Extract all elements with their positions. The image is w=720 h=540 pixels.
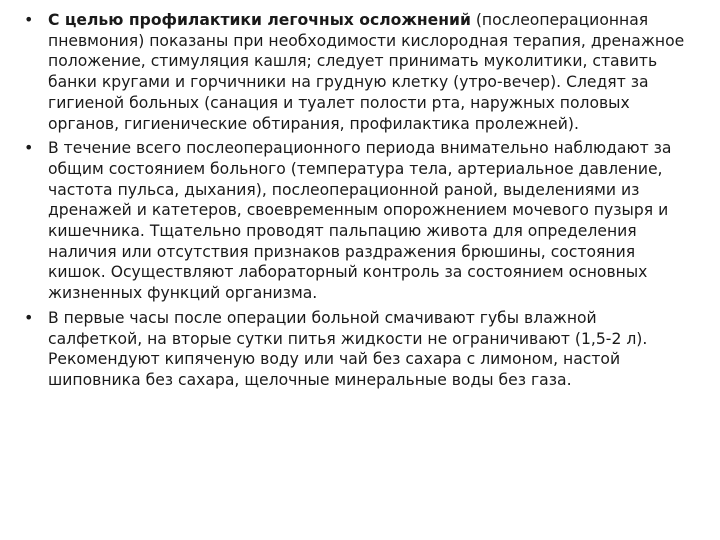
bullet-text: (послеоперационная пневмония) показаны при необходимости кислородная терапия, дренажное положение, стимуляция кашля; следует принимать муколитики, ставить банки кругами и горчичники на грудную клетку (утро-вечер). Следят за гигиеной больных (санация и туалет полости рта, наружных половых органов, гигиенические обтирания, профилактика пролежней).	[48, 11, 685, 133]
bullet-list	[24, 10, 694, 395]
bullet-item-drinking	[24, 308, 694, 391]
bullet-text: В течение всего послеоперационного периода внимательно наблюдают за общим состоянием больного (температура тела, артериальное давление, частота пульса, дыхания), послеоперационной раной, выделениями из дренажей и катетеров, своевременным опорожнением мочевого пузыря и кишечника. Тщательно проводят пальпацию живота для определения наличия или отсутствия признаков раздражения брюшины, состояния кишок. Осуществляют лабораторный контроль за состоянием основных жизненных функций организма.	[48, 139, 672, 303]
bullet-item-monitoring	[24, 138, 694, 304]
bullet-text: В первые часы после операции больной смачивают губы влажной салфеткой, на вторые сутки питья жидкости не ограничивают (1,5-2 л). Рекомендуют кипяченую воду или чай без сахара с лимоном, настой шиповника без сахара, щелочные минеральные воды без газа.	[48, 308, 648, 389]
bullet-item-prevention	[24, 10, 694, 134]
bullet-bold-lead: С целью профилактики легочных осложнений	[48, 11, 471, 29]
